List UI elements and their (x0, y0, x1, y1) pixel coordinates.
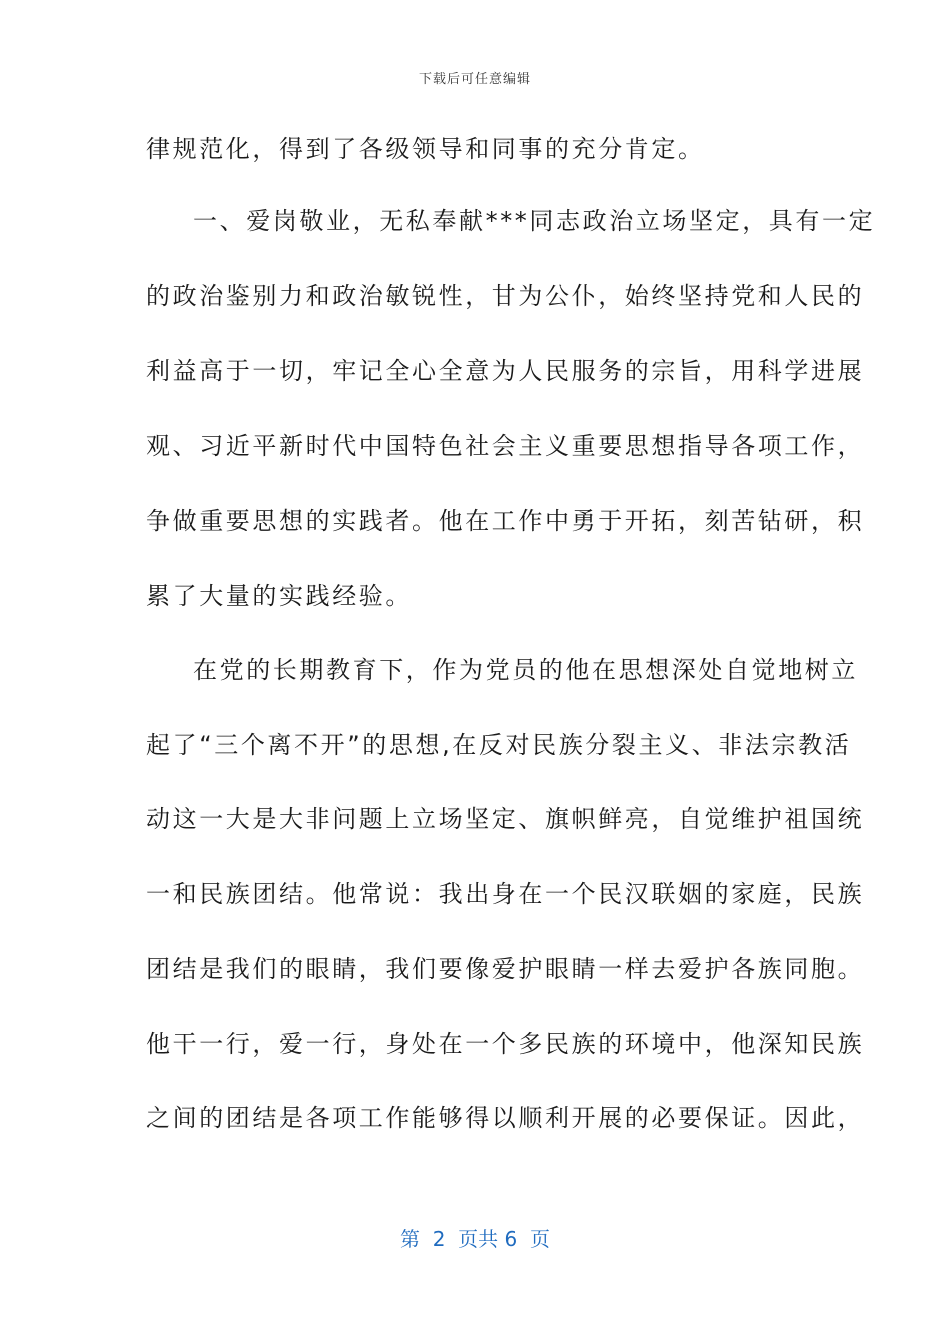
body-text-line: 观、习近平新时代中国特色社会主义重要思想指导各项工作， (146, 432, 865, 460)
body-text-line: 在党的长期教育下，作为党员的他在思想深处自觉地树立 (193, 656, 858, 684)
page-header: 下载后可任意编辑 (418, 72, 531, 87)
body-text-line: 利益高于一切，牢记全心全意为人民服务的宗旨，用科学进展 (146, 357, 865, 385)
body-text-line: 的政治鉴别力和政治敏锐性，甘为公仆，始终坚持党和人民的 (146, 282, 865, 310)
body-text-line: 团结是我们的眼睛，我们要像爱护眼睛一样去爱护各族同胞。 (146, 955, 865, 983)
body-text-line: 动这一大是大非问题上立场坚定、旗帜鲜亮，自觉维护祖国统 (146, 805, 865, 833)
body-text-line: 争做重要思想的实践者。他在工作中勇于开拓，刻苦钻研，积 (146, 507, 865, 535)
body-text-line: 他干一行，爱一行，身处在一个多民族的环境中，他深知民族 (146, 1030, 865, 1058)
page-number-footer: 第 2 页共 6 页 (400, 1227, 550, 1251)
body-text-line: 之间的团结是各项工作能够得以顺利开展的必要保证。因此， (146, 1104, 865, 1132)
body-text-line: 起了“三个离不开”的思想,在反对民族分裂主义、非法宗教活 (146, 731, 852, 759)
body-text-line: 一、爱岗敬业，无私奉献***同志政治立场坚定，具有一定 (193, 207, 876, 235)
body-text-line: 一和民族团结。他常说：我出身在一个民汉联姻的家庭，民族 (146, 880, 865, 908)
body-text-line: 律规范化，得到了各级领导和同事的充分肯定。 (146, 135, 705, 163)
body-text-line: 累了大量的实践经验。 (146, 582, 412, 610)
